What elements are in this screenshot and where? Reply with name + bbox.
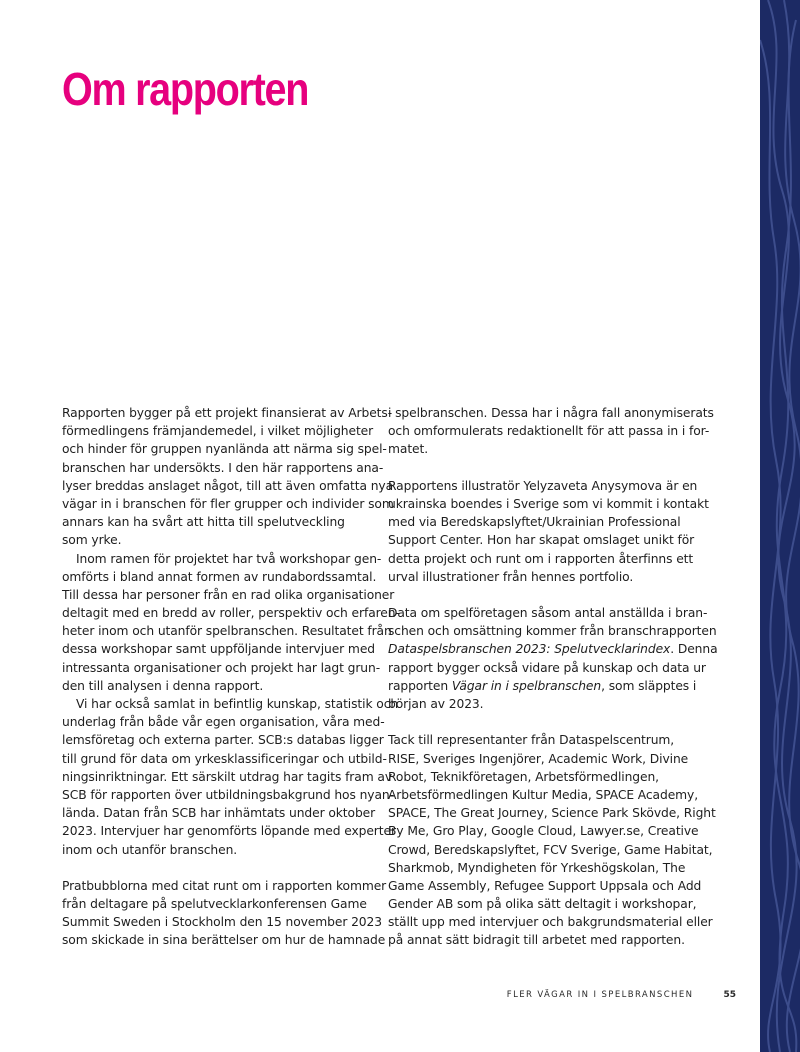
text-line: detta projekt och runt om i rapporten återfinns ett: [388, 551, 694, 566]
paragraph-gap: [62, 859, 362, 877]
left-column: [62, 404, 400, 950]
text-line: Rapportens illustratör Yelyzaveta Anysymova är en: [388, 478, 698, 493]
text-line: Summit Sweden i Stockholm den 15 november 2023: [62, 915, 382, 930]
text-line: vägar in i branschen för fler grupper och individer som: [62, 496, 394, 511]
text-line: i spelbranschen. Dessa har i några fall anonymiserats: [388, 406, 714, 420]
text-line: Tack till representanter från Dataspelscentrum,: [388, 733, 675, 748]
text-line: By Me, Gro Play, Google Cloud, Lawyer.se, Creative: [388, 824, 699, 839]
text-line: urval illustrationer från hennes portfolio.: [388, 569, 634, 584]
text-line: [388, 677, 697, 695]
report-title-italic: Dataspelsbranschen 2023: Spelutvecklarindex: [388, 642, 671, 657]
text-line: SCB för rapporten över utbildningsbakgrund hos nyan-: [62, 787, 394, 802]
text-line: underlag från både vår egen organisation, våra med-: [62, 715, 385, 730]
text-line: som skickade in sina berättelser om hur de hamnade: [62, 933, 386, 948]
text-line: Data om spelföretagen såsom antal anställda i bran-: [388, 606, 708, 621]
text-line: annars kan ha svårt att hitta till spelutveckling: [62, 515, 345, 530]
text-line: RISE, Sveriges Ingenjörer, Academic Work, Divine: [388, 751, 689, 766]
text-line: [388, 640, 718, 658]
text-line: inom och utanför branschen.: [62, 842, 238, 857]
paragraph-gap: [388, 586, 688, 604]
text-line: intressanta organisationer och projekt har lagt grun-: [62, 660, 381, 675]
text-fragment: rapporten: [388, 678, 452, 693]
text-fragment: . Denna: [670, 642, 718, 657]
text-line: som yrke.: [62, 533, 122, 548]
text-line: Pratbubblorna med citat runt om i rapporten kommer: [62, 878, 387, 893]
text-line: Crowd, Beredskapslyftet, FCV Sverige, Game Habitat,: [388, 842, 713, 857]
text-line: ställt upp med intervjuer och bakgrundsmaterial eller: [388, 915, 713, 930]
page-footer: [507, 990, 736, 1000]
text-line: rapport bygger också vidare på kunskap och data ur: [388, 660, 706, 675]
text-line: Game Assembly, Refugee Support Uppsala och Add: [388, 878, 702, 893]
text-line: Robot, Teknikföretagen, Arbetsförmedlingen,: [388, 769, 659, 784]
text-line: schen och omsättning kommer från branschrapporten: [388, 624, 717, 639]
text-line: Vi har också samlat in befintlig kunskap, statistik och: [76, 697, 399, 711]
paragraph-gap: [388, 459, 688, 477]
text-line: SPACE, The Great Journey, Science Park Skövde, Right: [388, 806, 716, 821]
text-line: lända. Datan från SCB har inhämtats under oktober: [62, 806, 376, 821]
text-line: lemsföretag och externa parter. SCB:s databas ligger: [62, 733, 384, 748]
text-line: dessa workshopar samt uppföljande intervjuer med: [62, 642, 375, 657]
right-column: [388, 404, 718, 950]
text-line: Inom ramen för projektet har två workshopar gen-: [76, 551, 382, 566]
text-line: 2023. Intervjuer har genomförts löpande med experter: [62, 824, 396, 839]
text-line: med via Beredskapslyftet/Ukrainian Professional: [388, 515, 681, 530]
text-line: ningsinriktningar. Ett särskilt utdrag har tagits fram av: [62, 769, 392, 784]
text-line: förmedlingens främjandemedel, i vilket möjligheter: [62, 424, 374, 439]
text-fragment: , som släpptes i: [601, 678, 697, 693]
text-line: och hinder för gruppen nyanlända att närma sig spel-: [62, 442, 387, 457]
running-title: FLER VÄGAR IN I SPELBRANSCHEN: [506, 990, 694, 1000]
text-line: den till analysen i denna rapport.: [62, 678, 264, 693]
decorative-strip: [760, 0, 800, 1052]
text-line: Till dessa har personer från en rad olika organisationer: [62, 587, 395, 602]
text-line: från deltagare på spelutvecklarkonferensen Game: [62, 897, 367, 912]
text-line: matet.: [388, 442, 429, 457]
wave-pattern: [760, 0, 800, 1052]
text-line: på annat sätt bidragit till arbetet med rapporten.: [388, 933, 685, 948]
text-line: och omformulerats redaktionellt för att passa in i for-: [388, 424, 710, 439]
text-line: Gender AB som på olika sätt deltagit i workshopar,: [388, 897, 697, 912]
text-line: branschen har undersökts. I den här rapportens ana-: [62, 460, 384, 475]
paragraph-gap: [388, 713, 688, 731]
page-number: 55: [723, 990, 736, 1000]
text-line: Support Center. Hon har skapat omslaget unikt för: [388, 533, 695, 548]
text-line: ukrainska boendes i Sverige som vi kommit i kontakt: [388, 496, 709, 511]
text-line: lyser breddas anslaget något, till att även omfatta nya: [62, 478, 394, 493]
text-line: Sharkmob, Myndigheten för Yrkeshögskolan, The: [388, 860, 686, 875]
text-line: början av 2023.: [388, 697, 484, 711]
text-line: Rapporten bygger på ett projekt finansierat av Arbets-: [62, 406, 393, 420]
text-line: deltagit med en bredd av roller, perspektiv och erfaren-: [62, 606, 400, 621]
report-title-italic: Vägar in i spelbranschen: [451, 678, 602, 693]
text-line: omförts i bland annat formen av rundabordssamtal.: [62, 569, 377, 584]
text-line: till grund för data om yrkesklassificeringar och utbild-: [62, 751, 387, 766]
page-title: Om rapporten: [62, 63, 309, 115]
text-line: heter inom och utanför spelbranschen. Resultatet från: [62, 624, 392, 639]
text-line: Arbetsförmedlingen Kultur Media, SPACE Academy,: [388, 787, 699, 802]
